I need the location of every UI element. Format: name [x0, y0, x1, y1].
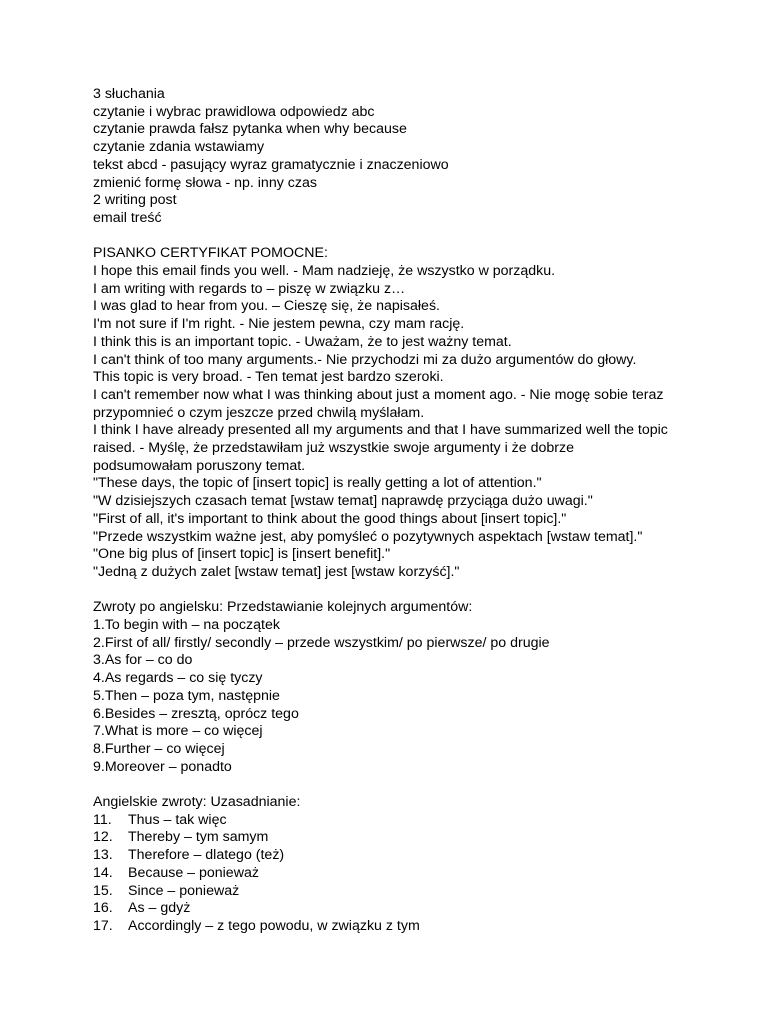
argument-item: 5.Then – poza tym, następnie — [93, 687, 280, 704]
exam-part-line: tekst abcd - pasujący wyraz gramatycznie i znaczeniowo — [93, 156, 449, 173]
phrase-line: "Przede wszystkim ważne jest, aby pomyśleć o pozytywnych aspektach [wstaw temat]." — [93, 528, 643, 545]
item-text: Since – ponieważ — [128, 882, 240, 899]
justification-item — [93, 918, 733, 936]
section-heading: Angielskie zwroty: Uzasadnianie: — [93, 794, 301, 811]
argument-item: 3.As for – co do — [93, 652, 193, 669]
exam-part-line: 2 writing post — [93, 192, 177, 209]
phrase-line: przypomnieć o czym jeszcze przed chwilą myślałam. — [93, 404, 425, 421]
phrase-line: This topic is very broad. - Ten temat jest bardzo szeroki. — [93, 369, 444, 386]
section-heading: Zwroty po angielsku: Przedstawianie kolejnych argumentów: — [93, 599, 473, 616]
item-text: As – gdyż — [128, 900, 191, 917]
argument-item: 7.What is more – co więcej — [93, 723, 263, 740]
item-number: 15. — [93, 882, 113, 899]
argument-item: 2.First of all/ firstly/ secondly – przede wszystkim/ po pierwsze/ po drugie — [93, 634, 550, 651]
phrase-line: "W dzisiejszych czasach temat [wstaw temat] naprawdę przyciąga dużo uwagi." — [93, 493, 593, 510]
justification-section — [93, 794, 733, 936]
phrase-line: "One big plus of [insert topic] is [insert benefit]." — [93, 546, 391, 563]
justification-item — [93, 883, 733, 901]
blank-line — [93, 582, 733, 600]
exam-parts-list — [93, 86, 733, 228]
item-number: 16. — [93, 900, 113, 917]
phrase-line: I was glad to hear from you. – Cieszę się, że napisałeś. — [93, 298, 440, 315]
argument-item: 1.To begin with – na początek — [93, 617, 280, 634]
exam-part-line: czytanie i wybrac prawidlowa odpowiedz abc — [93, 103, 375, 120]
phrase-line: "Jedną z dużych zalet [wstaw temat] jest [wstaw korzyść]." — [93, 563, 460, 580]
exam-part-line: czytanie zdania wstawiamy — [93, 139, 265, 156]
item-text: Therefore – dlatego (też) — [128, 847, 285, 864]
document-page — [93, 86, 733, 936]
blank-line — [93, 776, 733, 794]
argument-item: 4.As regards – co się tyczy — [93, 670, 263, 687]
justification-item — [93, 847, 733, 865]
justification-item — [93, 829, 733, 847]
item-number: 14. — [93, 864, 113, 881]
item-number: 12. — [93, 829, 113, 846]
phrase-line: I can't remember now what I was thinking about just a moment ago. - Nie mogę sobie teraz — [93, 386, 664, 403]
argument-item: 6.Besides – zresztą, oprócz tego — [93, 705, 299, 722]
argument-item: 8.Further – co więcej — [93, 740, 225, 757]
item-number: 13. — [93, 847, 113, 864]
arguments-section — [93, 599, 733, 776]
phrase-line: podsumowałam poruszony temat. — [93, 457, 306, 474]
exam-part-line: 3 słuchania — [93, 86, 165, 102]
argument-item: 9.Moreover – ponadto — [93, 758, 232, 775]
justification-item — [93, 900, 733, 918]
phrase-line: I'm not sure if I'm right. - Nie jestem pewna, czy mam rację. — [93, 316, 465, 333]
phrase-line: I hope this email finds you well. - Mam nadzieję, że wszystko w porządku. — [93, 263, 556, 280]
phrase-line: "These days, the topic of [insert topic] is really getting a lot of attention." — [93, 475, 542, 492]
phrase-line: raised. - Myślę, że przedstawiłam już wszystkie swoje argumenty i że dobrze — [93, 440, 574, 457]
item-text: Because – ponieważ — [128, 864, 259, 881]
phrase-line: I can't think of too many arguments.- Nie przychodzi mi za dużo argumentów do głowy. — [93, 351, 637, 368]
item-number: 11. — [93, 811, 112, 828]
phrase-line: I think I have already presented all my arguments and that I have summarized well the topic — [93, 422, 668, 439]
exam-part-line: czytanie prawda fałsz pytanka when why because — [93, 121, 407, 138]
justification-item — [93, 865, 733, 883]
item-text: Thereby – tym samym — [128, 829, 269, 846]
section-heading: PISANKO CERTYFIKAT POMOCNE: — [93, 245, 328, 262]
writing-phrases-section — [93, 245, 733, 581]
item-text: Thus – tak więc — [128, 811, 227, 828]
phrase-line: I am writing with regards to – piszę w związku z… — [93, 280, 406, 297]
blank-line — [93, 228, 733, 246]
exam-part-line: email treść — [93, 209, 162, 226]
phrase-line: I think this is an important topic. - Uważam, że to jest ważny temat. — [93, 333, 512, 350]
phrase-line: "First of all, it's important to think about the good things about [insert topic]." — [93, 510, 567, 527]
item-text: Accordingly – z tego powodu, w związku z tym — [128, 917, 420, 934]
exam-part-line: zmienić formę słowa - np. inny czas — [93, 174, 317, 191]
justification-item — [93, 812, 733, 830]
item-number: 17. — [93, 917, 113, 934]
